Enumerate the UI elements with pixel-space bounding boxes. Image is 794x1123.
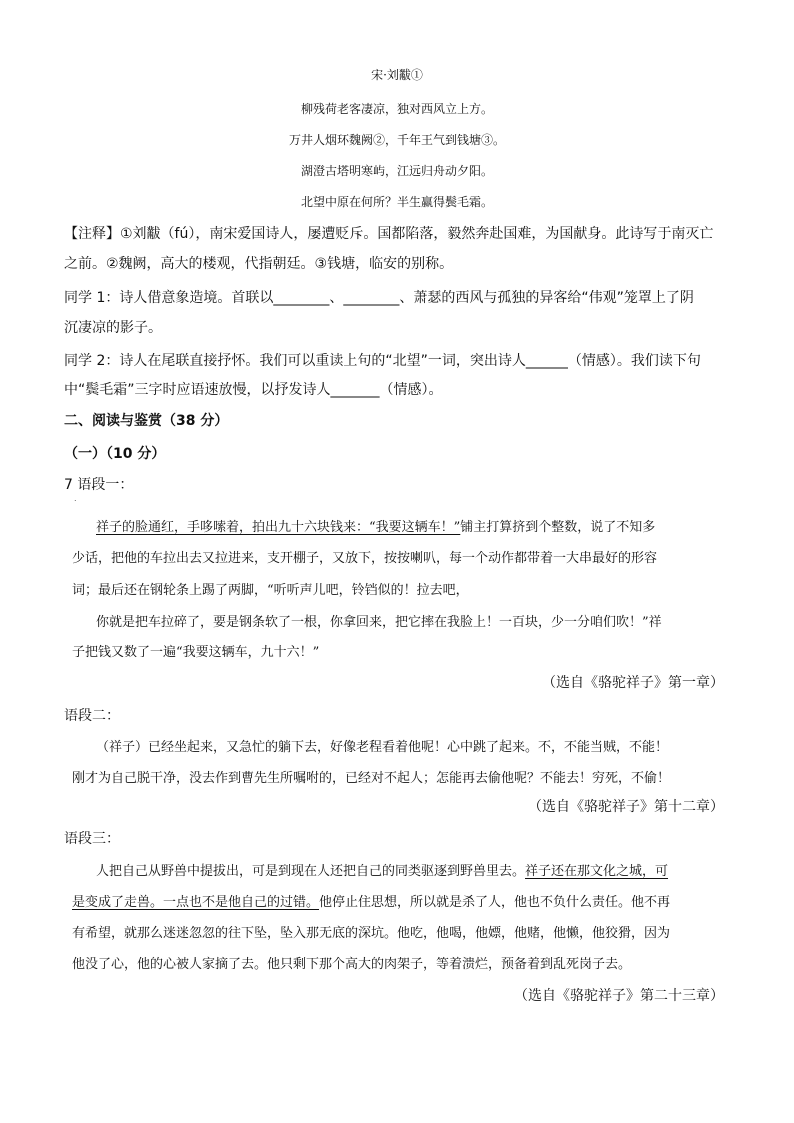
note-line-2: 之前。②魏阙，高大的楼观，代指朝廷。③钱塘，临安的别称。: [64, 256, 454, 272]
para3-line-4: 他没了心，他的心被人家摘了去。他只剩下那个高大的肉架子，等着溃烂，预备着到乱死岗子去。: [72, 957, 632, 972]
student1-line-1: 同学 1：诗人借意象造境。首联以________、________、萧瑟的西风与孤独的异客给“伟观”笼罩上了阴: [64, 290, 694, 306]
para1-line-4: 你就是把车拉碎了，要是钢条软了一根，你拿回来，把它摔在我脸上！一百块，少一分咱们吹！”祥: [96, 615, 662, 630]
para3-line-1-pre: 人把自己从野兽中提拔出，可是到现在人还把自己的同类驱逐到野兽里去。: [96, 864, 526, 879]
para3-line-1: [96, 860, 668, 879]
para3-line-3: 有希望，就那么迷迷忽忽的往下坠，坠入那无底的深坑。他吃，他喝，他嫖，他赌，他懒，他狡猾，因为: [72, 926, 671, 941]
note-line-1: 【注释】①刘黻（fú），南宋爱国诗人，屡遭贬斥。国都陷落，毅然奔赴国难，为国献身。此诗写于南灭亡: [64, 226, 714, 242]
para1-line-1-rest: 铺主打算挤到个整数，说了不知多: [460, 520, 656, 535]
para3-line-2-post: 他停止住思想，所以就是杀了人，他也不负什么责任。他不再: [319, 895, 671, 910]
student2-line-2: 中“鬓毛霜”三字时应语速放慢，以抒发诗人_______（情感）。: [64, 382, 443, 398]
para1-line-5: 子把钱又数了一遍“我要这辆车，九十六！”: [72, 645, 320, 660]
para1-line-2: 少话，把他的车拉出去又拉进来，支开棚子，又放下，按按喇叭，每一个动作都带着一大串最好的形容: [72, 551, 658, 566]
section-title: 二、阅读与鉴赏（38 分）: [64, 413, 229, 429]
para1-line-1: [96, 516, 655, 535]
para3-underlined-1: 祥子还在那文化之城，可: [525, 864, 669, 879]
question-7-label: 7 语段一：: [64, 477, 134, 493]
poem-line-3: 湖澄古塔明寒屿，江远归舟动夕阳。: [300, 164, 493, 178]
para1-line-3: 词；最后还在钢轮条上踢了两脚，“听听声儿吧，铃铛似的！拉去吧，: [72, 583, 469, 598]
stray-mark: .: [74, 494, 77, 503]
student1-line-2: 沉凄凉的影子。: [64, 320, 162, 336]
para2-label: 语段二：: [64, 708, 120, 724]
poem-line-4: 北望中原在何所？半生赢得鬓毛霜。: [300, 195, 493, 209]
para2-line-1: （祥子）已经坐起来，又急忙的躺下去，好像老程看着他呢！心中跳了起来。不，不能当贼，不能！: [96, 740, 669, 755]
para3-source: （选自《骆驼祥子》第二十三章）: [514, 988, 724, 1004]
para2-line-2: 刚才为自己脱干净，没去作到曹先生所嘱咐的，已经对不起人；怎能再去偷他呢？不能去！穷死，不偷！: [72, 771, 671, 786]
para1-underlined: 祥子的脸通红，手哆嗦着，拍出九十六块钱来：“我要这辆车！”: [96, 520, 461, 535]
para3-line-2: [72, 891, 670, 910]
para2-source: （选自《骆驼祥子》第十二章）: [528, 799, 724, 815]
section-subtitle: （一）（10 分）: [64, 446, 166, 462]
poem-line-2: 万井人烟环魏阙②，千年王气到钱塘③。: [288, 133, 505, 147]
poem-line-1: 柳残荷老客凄凉，独对西风立上方。: [300, 102, 493, 116]
para3-label: 语段三：: [64, 831, 120, 847]
student2-line-1: 同学 2：诗人在尾联直接抒怀。我们可以重读上句的“北望”一词，突出诗人______（情感）。我们读下句: [64, 353, 701, 369]
para3-underlined-2: 是变成了走兽。一点也不是他自己的过错。: [72, 895, 320, 910]
poem-author: 宋·刘黻①: [371, 68, 423, 82]
para1-source: （选自《骆驼祥子》第一章）: [542, 675, 724, 691]
